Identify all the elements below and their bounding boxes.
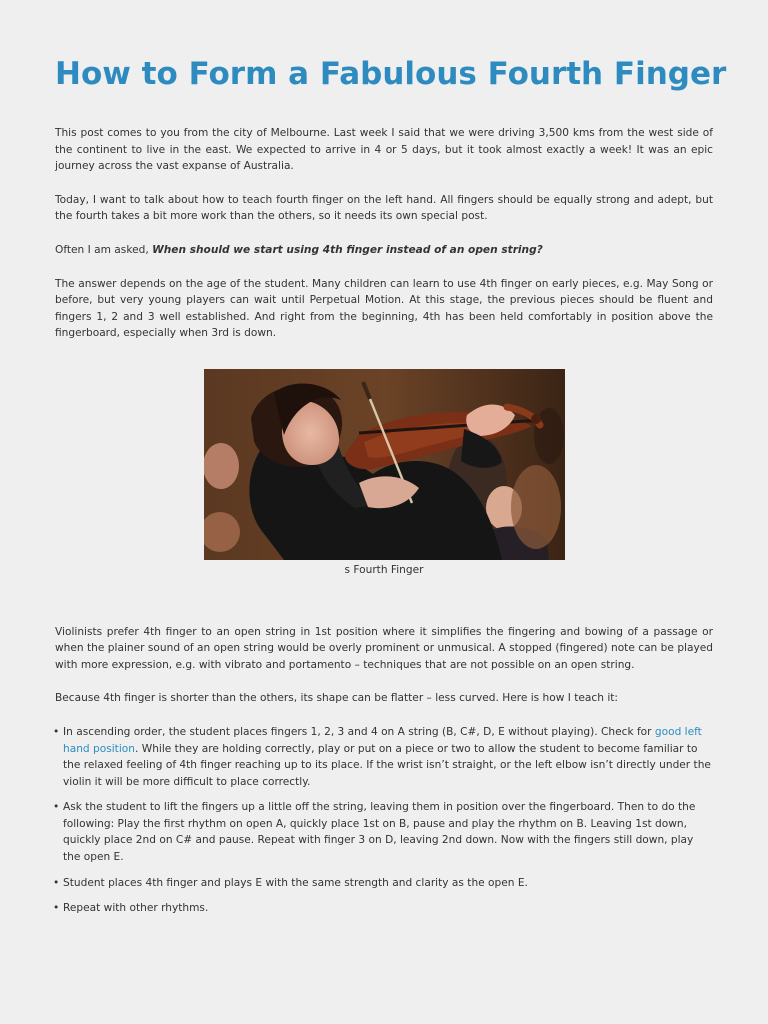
good-left-hand-position-link[interactable]: good left hand position	[63, 725, 702, 755]
article-title: How to Form a Fabulous Fourth Finger	[55, 56, 727, 92]
question-lead: Often I am asked,	[55, 243, 153, 256]
teaching-steps-list	[55, 724, 713, 917]
article-body	[55, 125, 713, 926]
intro-paragraph: This post comes to you from the city of Melbourne. Last week I said that we were driving 3,500 kms from the west side of the continent to live in the east. We expected to arrive in 4 or 5 days, but it took almost exactly a week! It was an epic journey across the vast expanse of Australia.	[55, 127, 713, 173]
step1-text-after-link: . While they are holding correctly, play or put on a piece or two to allow the student to become familiar to the relaxed feeling of 4th finger reaching up to its place. If the wrist isn’t straight, or the left elbow isn’t directly under the violin it will be more difficult to place correctly.	[63, 742, 711, 788]
list-item: • Repeat with other rhythms.	[55, 900, 713, 917]
list-item	[55, 724, 713, 790]
violinist-photo	[204, 369, 565, 560]
list-item: • Student places 4th finger and plays E with the same strength and clarity as the open E.	[55, 875, 713, 892]
answer-paragraph: The answer depends on the age of the student. Many children can learn to use 4th finger on early pieces, e.g. May Song or before, but very young players can wait until Perpetual Motion. At this stage, the previous pieces should be fluent and fingers 1, 2 and 3 well established. And right from the beginning, 4th has been held comfortably in position above the fingerboard, especially when 3rd is down.	[55, 277, 713, 340]
list-item: • Ask the student to lift the fingers up a little off the string, leaving them in position over the fingerboard. Then to do the following: Play the first rhythm on open A, quickly place 1st on B, pause and play the rhythm on B. Leaving 1st down, quickly place 2nd on C# and pause. Repeat with finger 3 on D, leaving 2nd down. Now with the fingers still down, play the open E.	[55, 799, 713, 865]
figure-caption: s Fourth Finger	[344, 563, 424, 576]
violinist-figure	[55, 369, 713, 579]
topic-paragraph: Today, I want to talk about how to teach fourth finger on the left hand. All fingers should be equally strong and adept, but the fourth takes a bit more work than the others, so it needs its own special post.	[55, 193, 713, 223]
question-paragraph	[55, 242, 713, 259]
shape-paragraph: Because 4th finger is shorter than the others, its shape can be flatter – less curved. Here is how I teach it:	[55, 692, 618, 705]
step1-text-before-link: In ascending order, the student places fingers 1, 2, 3 and 4 on A string (B, C#, D, E without playing). Check for	[63, 725, 655, 738]
question-text: When should we start using 4th finger instead of an open string?	[152, 243, 543, 256]
preference-paragraph: Violinists prefer 4th finger to an open string in 1st position where it simplifies the fingering and bowing of a passage or when the plainer sound of an open string would be overly prominent or unmusical. A stopped (fingered) note can be played with more expression, e.g. with vibrato and portamento – techniques that are not possible on an open string.	[55, 625, 713, 671]
